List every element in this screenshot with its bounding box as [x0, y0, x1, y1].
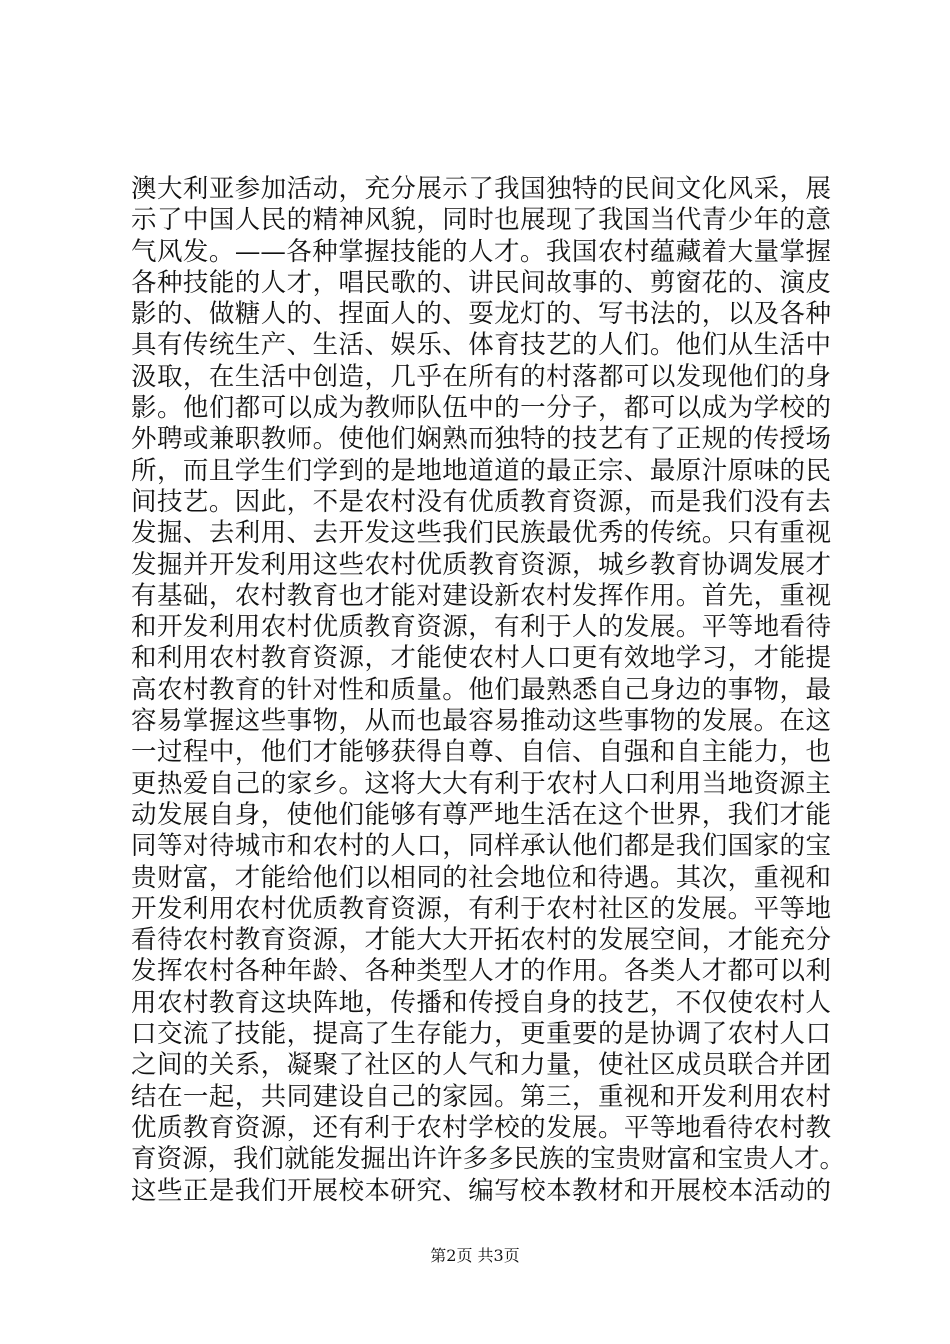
body-text-line: 影的、做糖人的、捏面人的、耍龙灯的、写书法的，以及各种: [131, 299, 831, 330]
body-text-line: 看待农村教育资源，才能大大开拓农村的发展空间，才能充分: [131, 925, 831, 956]
body-text-line: 影。他们都可以成为教师队伍中的一分子，都可以成为学校的: [131, 393, 831, 424]
body-text-line: 更热爱自己的家乡。这将大大有利于农村人口利用当地资源主: [131, 768, 831, 799]
body-text-line: 优质教育资源，还有利于农村学校的发展。平等地看待农村教: [131, 1112, 831, 1143]
body-text-line: 汲取，在生活中创造，几乎在所有的村落都可以发现他们的身: [131, 361, 831, 392]
body-text-line: 高农村教育的针对性和质量。他们最熟悉自己身边的事物，最: [131, 674, 831, 705]
body-text-line: 育资源，我们就能发掘出许许多多民族的宝贵财富和宝贵人才。: [131, 1144, 846, 1175]
body-text-line: 所，而且学生们学到的是地地道道的最正宗、最原汁原味的民: [131, 455, 831, 486]
body-text-line: 气风发。——各种掌握技能的人才。我国农村蕴藏着大量掌握: [131, 236, 831, 267]
body-text-line: 一过程中，他们才能够获得自尊、自信、自强和自主能力，也: [131, 737, 831, 768]
body-text-line: 容易掌握这些事物，从而也最容易推动这些事物的发展。在这: [131, 706, 831, 737]
body-text-line: 示了中国人民的精神风貌，同时也展现了我国当代青少年的意: [131, 205, 831, 236]
body-text-line: 这些正是我们开展校本研究、编写校本教材和开展校本活动的: [131, 1175, 831, 1206]
body-text-line: 动发展自身，使他们能够有尊严地生活在这个世界，我们才能: [131, 799, 831, 830]
body-text-line: 澳大利亚参加活动，充分展示了我国独特的民间文化风采，展: [131, 174, 831, 204]
body-text-line: 发掘并开发利用这些农村优质教育资源，城乡教育协调发展才: [131, 549, 831, 580]
body-text-line: 用农村教育这块阵地，传播和传授自身的技艺，不仅使农村人: [131, 987, 831, 1018]
body-text-line: 发掘、去利用、去开发这些我们民族最优秀的传统。只有重视: [131, 518, 831, 549]
body-text-line: 同等对待城市和农村的人口，同样承认他们都是我们国家的宝: [131, 831, 831, 862]
body-text-line: 具有传统生产、生活、娱乐、体育技艺的人们。他们从生活中: [131, 330, 831, 361]
page-footer: 第2页 共3页: [430, 1246, 520, 1265]
body-text-line: 发挥农村各种年龄、各种类型人才的作用。各类人才都可以利: [131, 956, 831, 987]
body-text-line: 外聘或兼职教师。使他们娴熟而独特的技艺有了正规的传授场: [131, 424, 831, 455]
body-text-line: 贵财富，才能给他们以相同的社会地位和待遇。其次，重视和: [131, 862, 831, 893]
body-text-line: 各种技能的人才，唱民歌的、讲民间故事的、剪窗花的、演皮: [131, 267, 831, 298]
body-text-line: 开发利用农村优质教育资源，有利于农村社区的发展。平等地: [131, 893, 831, 924]
body-text-line: 之间的关系，凝聚了社区的人气和力量，使社区成员联合并团: [131, 1050, 831, 1081]
body-text-line: 口交流了技能，提高了生存能力，更重要的是协调了农村人口: [131, 1019, 831, 1050]
body-text-line: 和开发利用农村优质教育资源，有利于人的发展。平等地看待: [131, 612, 831, 643]
body-text: [131, 174, 846, 1207]
body-text-line: 结在一起，共同建设自己的家园。第三，重视和开发利用农村: [131, 1081, 831, 1112]
body-text-line: 间技艺。因此，不是农村没有优质教育资源，而是我们没有去: [131, 486, 831, 517]
body-text-line: 和利用农村教育资源，才能使农村人口更有效地学习，才能提: [131, 643, 831, 674]
body-text-line: 有基础，农村教育也才能对建设新农村发挥作用。首先，重视: [131, 580, 831, 611]
